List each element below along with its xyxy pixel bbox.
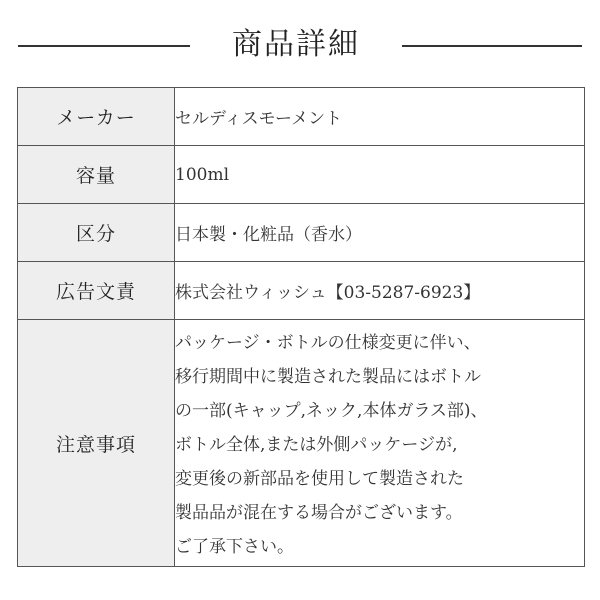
page-title: 商品詳細 xyxy=(232,27,360,62)
row-value: 株式会社ウィッシュ【03-5287-6923】 xyxy=(175,262,585,320)
row-label: 注意事項 xyxy=(18,320,175,567)
row-value: セルディスモーメント xyxy=(175,88,585,146)
row-label: 区分 xyxy=(18,204,175,262)
table-row-category xyxy=(18,204,585,262)
table-row-maker xyxy=(18,88,585,146)
row-value: 日本製・化粧品（香水） xyxy=(175,204,585,262)
row-label: 容量 xyxy=(18,146,175,204)
note-line: 製品品が混在する場合がございます。 xyxy=(175,503,463,523)
note-line: 変更後の新部品を使用して製造された xyxy=(175,469,464,489)
row-value: 100ml xyxy=(175,146,585,204)
row-label: メーカー xyxy=(18,88,175,146)
note-line: ご了承下さい。 xyxy=(175,537,294,557)
product-details-table xyxy=(17,87,585,567)
note-line: 移行期間中に製造された製品にはボトル xyxy=(175,367,481,387)
row-label: 広告文責 xyxy=(18,262,175,320)
section-header xyxy=(0,22,600,68)
title-divider-left xyxy=(18,45,190,47)
table-row-advertiser xyxy=(18,262,585,320)
table-row-capacity xyxy=(18,146,585,204)
note-line: パッケージ・ボトルの仕様変更に伴い、 xyxy=(175,333,481,353)
table-row-notes xyxy=(18,320,585,567)
title-divider-right xyxy=(402,45,582,47)
note-line: ボトル全体,または外側パッケージが, xyxy=(175,435,458,455)
note-line: の一部(キャップ,ネック,本体ガラス部)、 xyxy=(175,401,488,421)
notes-text xyxy=(175,320,585,567)
